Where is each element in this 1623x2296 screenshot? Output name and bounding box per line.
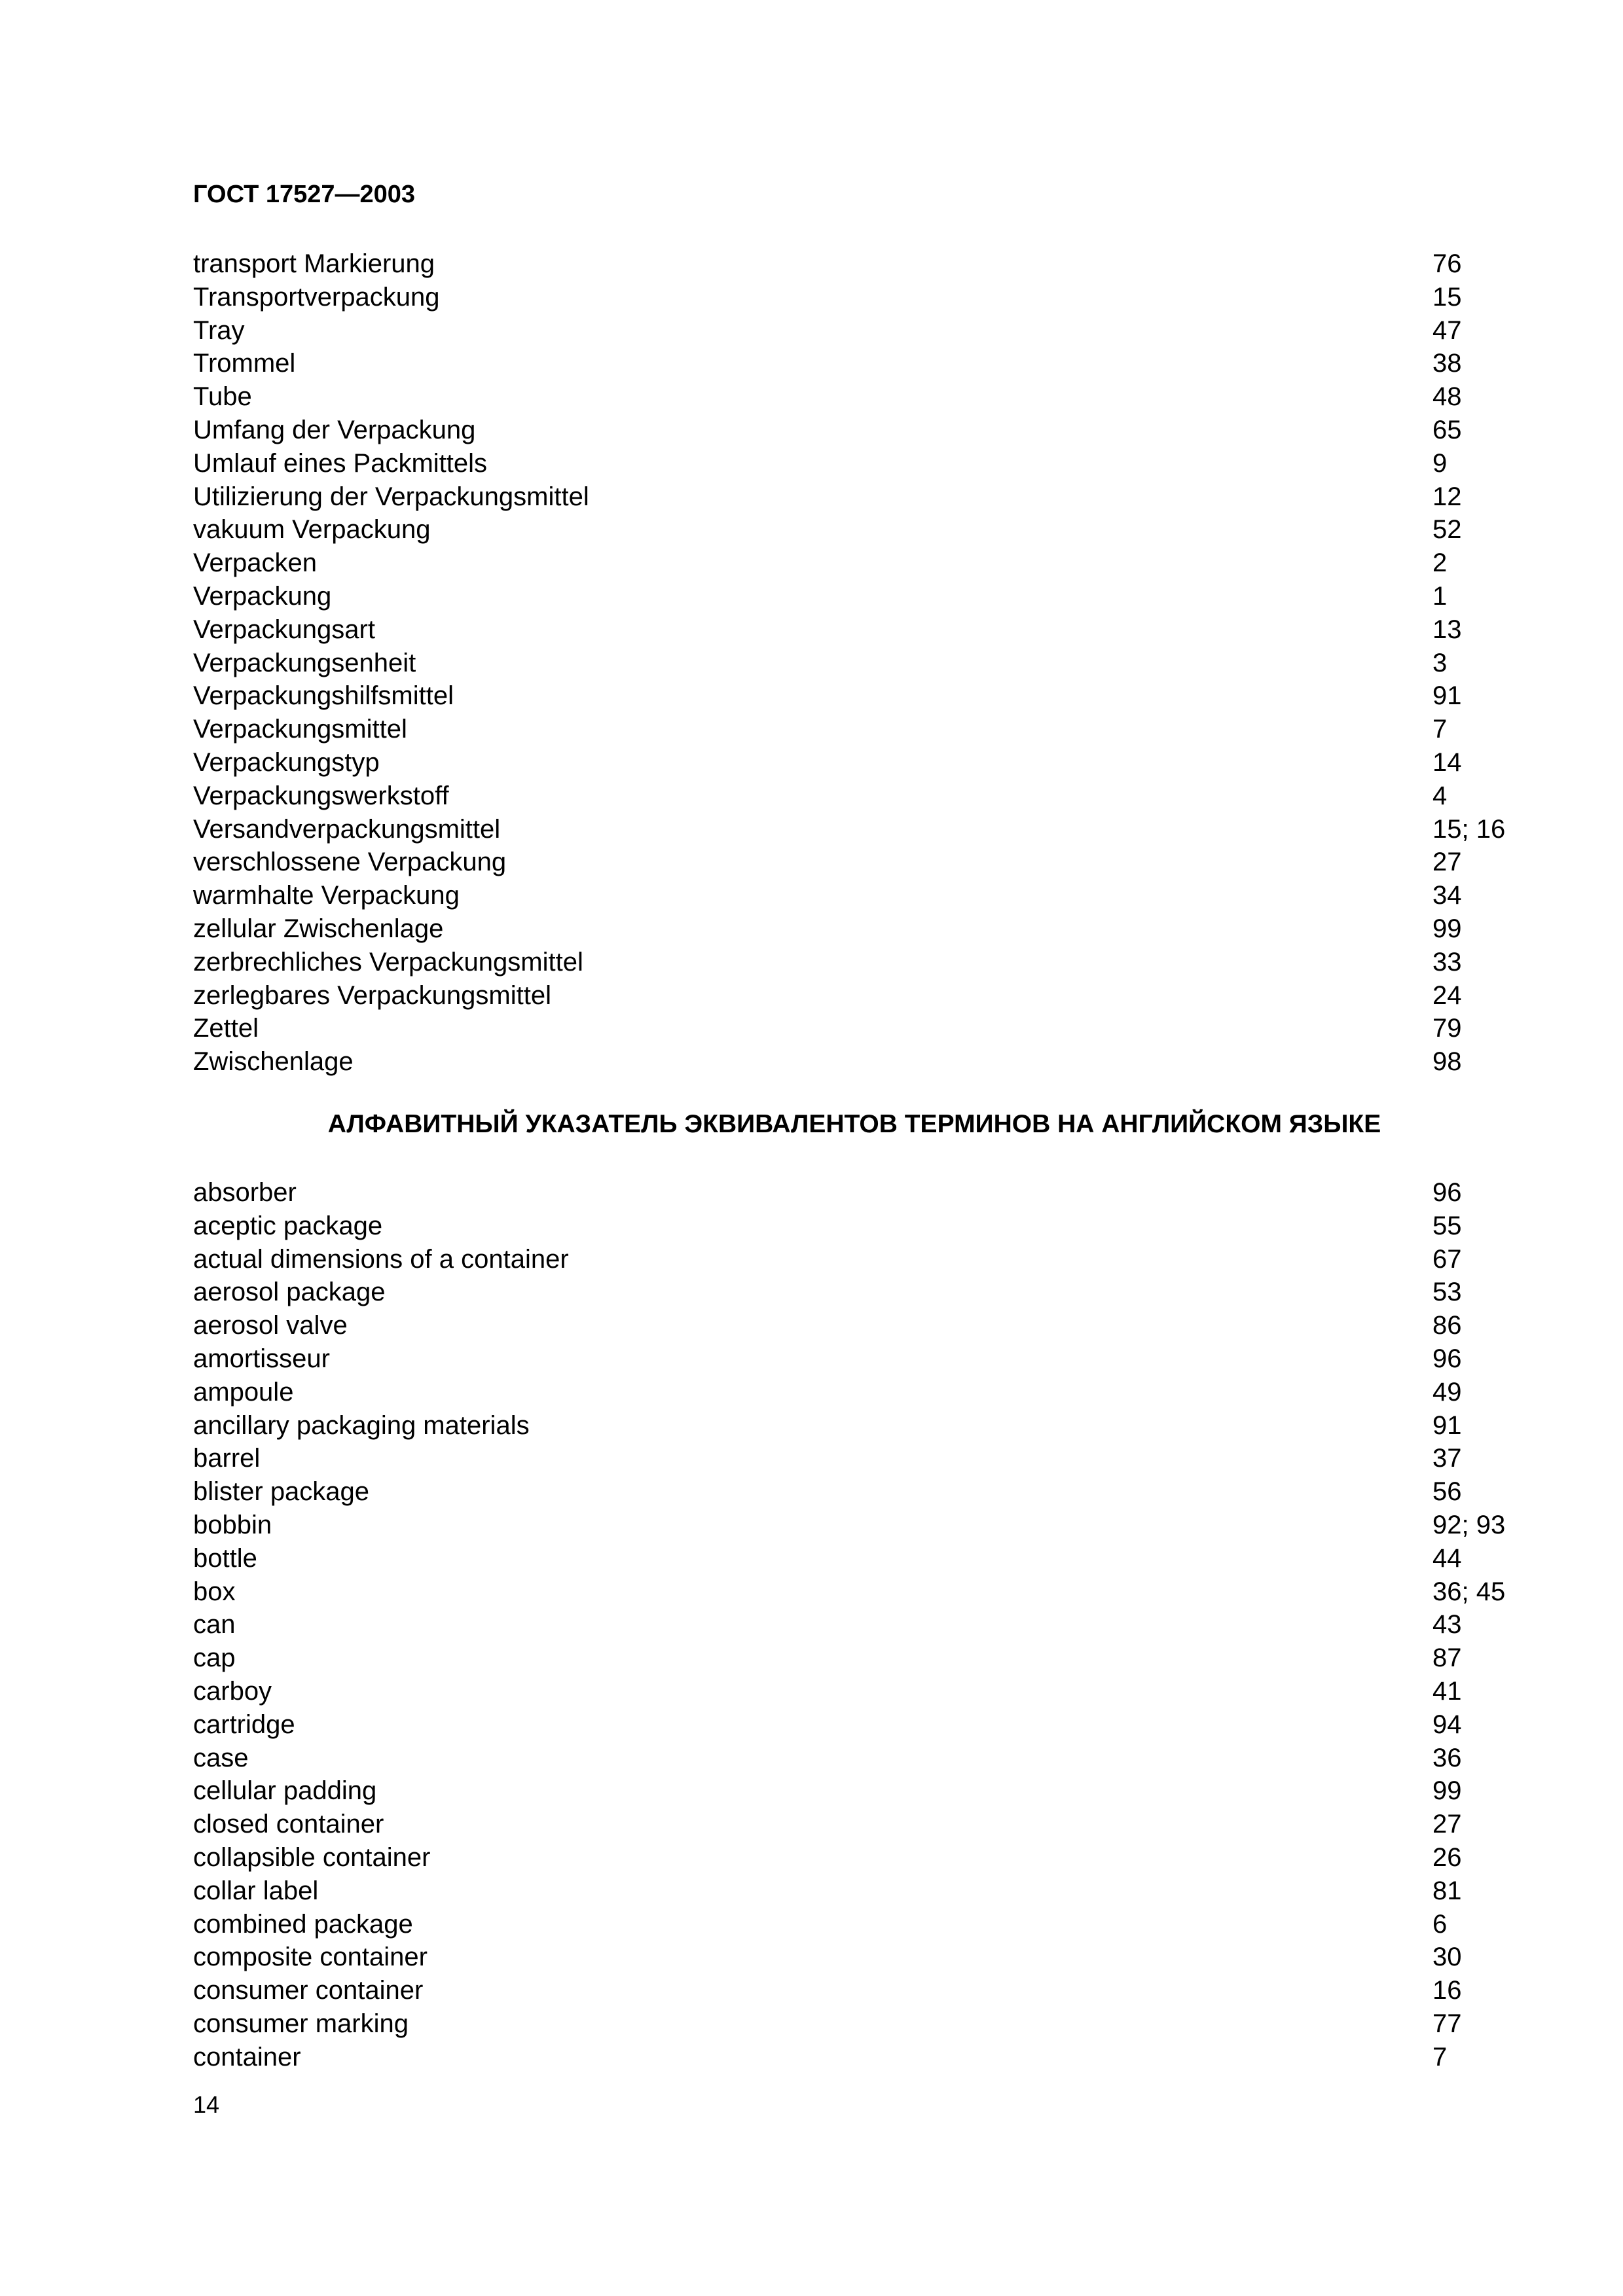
index-entry — [193, 1176, 1516, 1210]
index-term-number: 86 — [1432, 1311, 1462, 1340]
index-entry — [193, 1908, 1516, 1941]
index-term-number: 65 — [1432, 415, 1462, 444]
index-term: aerosol package — [193, 1278, 386, 1307]
index-term-number: 15; 16 — [1432, 814, 1506, 844]
index-entry — [193, 2041, 1516, 2074]
index-term-number: 52 — [1432, 515, 1462, 545]
index-entry — [193, 547, 1516, 580]
index-entry — [193, 746, 1516, 780]
index-term: aceptic package — [193, 1211, 383, 1240]
index-term-number: 91 — [1432, 1410, 1462, 1440]
index-term-number: 2 — [1432, 548, 1448, 578]
index-term: bobbin — [193, 1510, 272, 1539]
index-term-number: 81 — [1432, 1876, 1462, 1905]
index-entry — [193, 1475, 1516, 1509]
index-entry — [193, 1841, 1516, 1874]
index-term: actual dimensions of a container — [193, 1244, 569, 1274]
index-entry — [193, 846, 1516, 879]
index-entry — [193, 979, 1516, 1013]
index-entry — [193, 1575, 1516, 1609]
index-term: consumer container — [193, 1976, 424, 2005]
german-term-index — [193, 247, 1516, 1079]
index-entry — [193, 879, 1516, 912]
index-term: consumer marking — [193, 2009, 409, 2038]
index-entry — [193, 946, 1516, 979]
index-entry — [193, 1974, 1516, 2007]
index-term-number: 55 — [1432, 1211, 1462, 1240]
index-term: Versandverpackungsmittel — [193, 814, 501, 844]
index-term: Verpackungshilfsmittel — [193, 681, 454, 711]
index-term-number: 33 — [1432, 947, 1462, 977]
document-code-header: ГОСТ 17527—2003 — [193, 181, 416, 208]
index-term-number: 36; 45 — [1432, 1577, 1506, 1606]
index-entry — [193, 1409, 1516, 1443]
index-term-number: 79 — [1432, 1014, 1462, 1043]
index-entry — [193, 1641, 1516, 1675]
index-term: Verpackungstyp — [193, 747, 380, 777]
index-entry — [193, 1509, 1516, 1542]
index-entry — [193, 1045, 1516, 1079]
index-term: ancillary packaging materials — [193, 1410, 530, 1440]
index-term-number: 24 — [1432, 980, 1462, 1010]
index-entry — [193, 281, 1516, 314]
index-entry — [193, 2007, 1516, 2041]
index-term-number: 27 — [1432, 1810, 1462, 1839]
index-term: combined package — [193, 1909, 413, 1939]
index-entry — [193, 1608, 1516, 1641]
index-term-number: 27 — [1432, 848, 1462, 877]
index-term-number: 1 — [1432, 581, 1448, 611]
index-term-number: 13 — [1432, 615, 1462, 644]
index-entry — [193, 1542, 1516, 1575]
index-term-number: 92; 93 — [1432, 1510, 1506, 1539]
index-entry — [193, 447, 1516, 480]
index-term-number: 38 — [1432, 349, 1462, 378]
index-term: warmhalte Verpackung — [193, 881, 460, 910]
index-term: carboy — [193, 1676, 272, 1706]
index-term: Verpackungswerkstoff — [193, 781, 449, 810]
index-term-number: 99 — [1432, 1776, 1462, 1806]
index-term: barrel — [193, 1444, 261, 1473]
page-number: 14 — [193, 2091, 220, 2118]
index-term: Umfang der Verpackung — [193, 415, 476, 444]
index-entry — [193, 912, 1516, 946]
index-entry — [193, 1708, 1516, 1742]
english-index-heading: АЛФАВИТНЫЙ УКАЗАТЕЛЬ ЭКВИВАЛЕНТОВ ТЕРМИНОВ НА АНГЛИЙСКОМ ЯЗЫКЕ — [327, 1110, 1381, 1138]
index-term: vakuum Verpackung — [193, 515, 431, 545]
index-term-number: 76 — [1432, 249, 1462, 278]
index-entry — [193, 647, 1516, 680]
index-term-number: 94 — [1432, 1710, 1462, 1739]
index-term: verschlossene Verpackung — [193, 848, 507, 877]
index-term-number: 91 — [1432, 681, 1462, 711]
index-term: zellular Zwischenlage — [193, 914, 444, 943]
index-term-number: 26 — [1432, 1842, 1462, 1872]
index-entry — [193, 813, 1516, 846]
index-entry — [193, 1243, 1516, 1276]
index-term-number: 7 — [1432, 2042, 1448, 2072]
index-term: aerosol valve — [193, 1311, 348, 1340]
index-entry — [193, 1808, 1516, 1841]
index-term-number: 6 — [1432, 1909, 1448, 1939]
index-term-number: 15 — [1432, 282, 1462, 312]
index-term-number: 34 — [1432, 881, 1462, 910]
index-entry — [193, 713, 1516, 746]
index-entry — [193, 1276, 1516, 1309]
index-term: closed container — [193, 1810, 384, 1839]
index-term-number: 30 — [1432, 1943, 1462, 1972]
index-term: zerlegbares Verpackungsmittel — [193, 980, 551, 1010]
index-term-number: 36 — [1432, 1743, 1462, 1772]
index-term-number: 96 — [1432, 1344, 1462, 1373]
index-term: Zwischenlage — [193, 1047, 354, 1077]
index-term: box — [193, 1577, 236, 1606]
index-entry — [193, 480, 1516, 514]
index-entry — [193, 1012, 1516, 1045]
index-term: Utilizierung der Verpackungsmittel — [193, 482, 589, 511]
index-term: Trommel — [193, 349, 296, 378]
index-term: Verpackungsenheit — [193, 648, 416, 677]
index-term-number: 53 — [1432, 1278, 1462, 1307]
index-entry — [193, 1774, 1516, 1808]
index-term-number: 47 — [1432, 315, 1462, 345]
index-entry — [193, 1941, 1516, 1974]
index-entry — [193, 1742, 1516, 1775]
index-term: cap — [193, 1643, 236, 1673]
index-entry — [193, 513, 1516, 547]
index-term: can — [193, 1610, 236, 1640]
index-term: Verpackungsmittel — [193, 715, 407, 744]
index-entry — [193, 679, 1516, 713]
index-entry — [193, 1874, 1516, 1908]
index-term: Verpackungsart — [193, 615, 375, 644]
index-entry — [193, 780, 1516, 813]
index-term-number: 48 — [1432, 382, 1462, 412]
index-entry — [193, 314, 1516, 348]
index-term: Tube — [193, 382, 252, 412]
index-term-number: 3 — [1432, 648, 1448, 677]
index-term-number: 7 — [1432, 715, 1448, 744]
index-entry — [193, 1376, 1516, 1409]
index-term: Verpackung — [193, 581, 332, 611]
index-term: ampoule — [193, 1377, 294, 1407]
index-term-number: 12 — [1432, 482, 1462, 511]
index-term: container — [193, 2042, 301, 2072]
index-term-number: 44 — [1432, 1543, 1462, 1573]
index-term: cartridge — [193, 1710, 295, 1739]
index-term: collapsible container — [193, 1842, 431, 1872]
index-term: Verpacken — [193, 548, 318, 578]
index-term-number: 96 — [1432, 1178, 1462, 1207]
index-term: Transportverpackung — [193, 282, 440, 312]
index-entry — [193, 1342, 1516, 1376]
index-term: case — [193, 1743, 249, 1772]
index-term-number: 41 — [1432, 1676, 1462, 1706]
index-term-number: 77 — [1432, 2009, 1462, 2038]
index-term: Umlauf eines Packmittels — [193, 448, 488, 478]
english-term-index — [193, 1176, 1516, 2074]
index-entry — [193, 247, 1516, 281]
index-term-number: 16 — [1432, 1976, 1462, 2005]
index-term-number: 4 — [1432, 781, 1448, 810]
index-entry — [193, 1309, 1516, 1342]
index-term-number: 49 — [1432, 1377, 1462, 1407]
index-term-number: 99 — [1432, 914, 1462, 943]
index-entry — [193, 613, 1516, 647]
index-entry — [193, 1442, 1516, 1475]
index-term: bottle — [193, 1543, 257, 1573]
index-entry — [193, 380, 1516, 414]
index-term: transport Markierung — [193, 249, 435, 278]
index-term: blister package — [193, 1477, 370, 1507]
index-term: absorber — [193, 1178, 297, 1207]
index-entry — [193, 580, 1516, 613]
index-term: cellular padding — [193, 1776, 377, 1806]
index-term-number: 98 — [1432, 1047, 1462, 1077]
index-term-number: 37 — [1432, 1444, 1462, 1473]
index-term: collar label — [193, 1876, 319, 1905]
index-term: Zettel — [193, 1014, 259, 1043]
index-entry — [193, 347, 1516, 380]
index-term-number: 14 — [1432, 747, 1462, 777]
index-entry — [193, 1210, 1516, 1243]
index-term: zerbrechliches Verpackungsmittel — [193, 947, 583, 977]
index-entry — [193, 1675, 1516, 1708]
index-term: composite container — [193, 1943, 428, 1972]
index-term: Tray — [193, 315, 245, 345]
index-term-number: 87 — [1432, 1643, 1462, 1673]
index-term: amortisseur — [193, 1344, 330, 1373]
index-term-number: 67 — [1432, 1244, 1462, 1274]
index-entry — [193, 414, 1516, 447]
index-term-number: 56 — [1432, 1477, 1462, 1507]
index-term-number: 43 — [1432, 1610, 1462, 1640]
index-term-number: 9 — [1432, 448, 1448, 478]
